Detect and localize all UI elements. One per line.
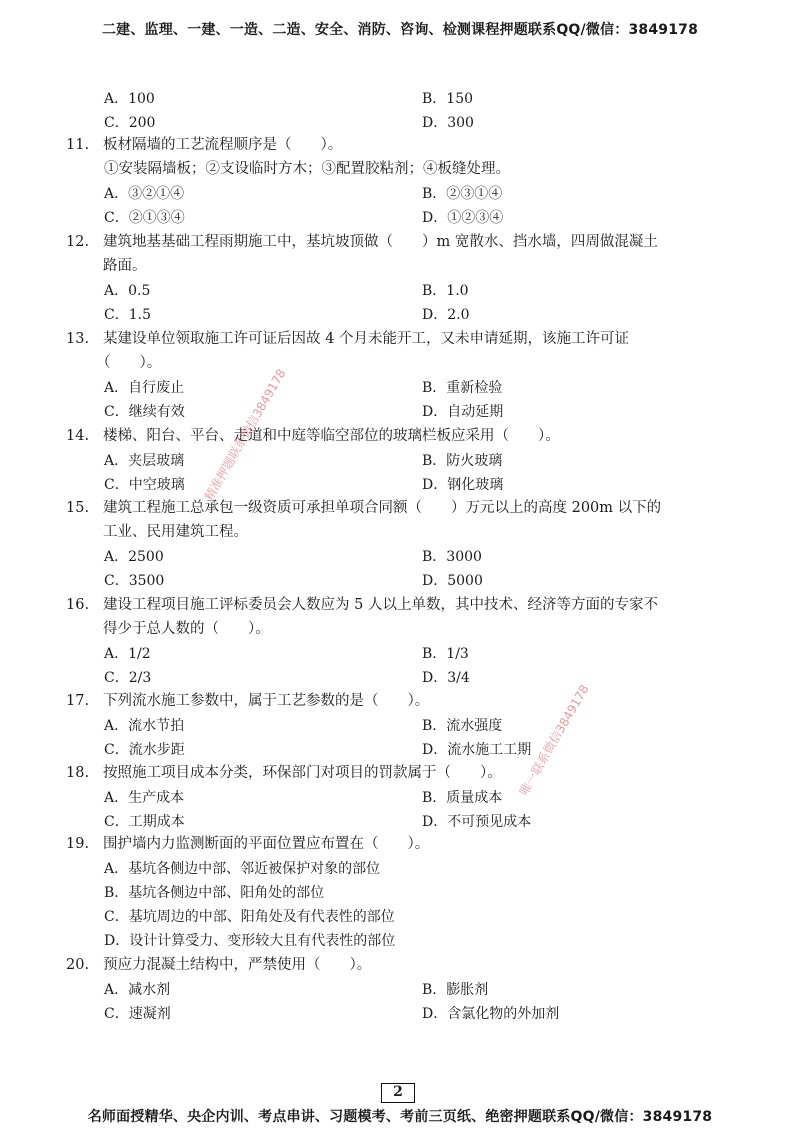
q17-number: 17. — [66, 693, 90, 709]
q20-option-d: D．含氯化物的外加剂 — [422, 1006, 560, 1022]
q10-option-c: C．200 — [104, 115, 156, 131]
q13-number: 13. — [66, 331, 90, 347]
q16-stem-line1: 建设工程项目施工评标委员会人数应为 5 人以上单数，其中技术、经济等方面的专家不 — [103, 597, 658, 613]
q11-number: 11. — [66, 137, 90, 153]
q12-option-c: C．1.5 — [104, 307, 151, 323]
q14-option-a: A．夹层玻璃 — [104, 453, 185, 469]
q14-option-c: C．中空玻璃 — [104, 477, 185, 493]
q17-option-d: D．流水施工工期 — [422, 742, 532, 758]
q20-option-c: C．速凝剂 — [104, 1006, 171, 1022]
q20-option-a: A．减水剂 — [104, 982, 171, 998]
q13-option-c: C．继续有效 — [104, 404, 185, 420]
q17-option-b: B．流水强度 — [422, 718, 503, 734]
q13-option-a: A．自行废止 — [104, 380, 185, 396]
q15-number: 15. — [66, 500, 90, 516]
q13-option-b: B．重新检验 — [422, 380, 503, 396]
q19-stem: 围护墙内力监测断面的平面位置应布置在（ ）。 — [103, 836, 430, 852]
q15-option-a: A．2500 — [104, 549, 164, 565]
q19-option-a: A．基坑各侧边中部、邻近被保护对象的部位 — [104, 861, 381, 877]
q17-option-c: C．流水步距 — [104, 742, 185, 758]
q17-stem: 下列流水施工参数中，属于工艺参数的是（ ）。 — [103, 693, 430, 709]
watermark-stamp: 唯一联系微信3849178 — [516, 682, 592, 798]
q15-stem-line2: 工业、民用建筑工程。 — [103, 524, 248, 540]
q12-stem-line2: 路面。 — [103, 258, 147, 274]
q20-option-b: B．膨胀剂 — [422, 982, 489, 998]
q19-number: 19. — [66, 836, 90, 852]
q11-option-b: B．②③①④ — [422, 186, 503, 202]
q10-option-d: D．300 — [422, 115, 474, 131]
q18-option-d: D．不可预见成本 — [422, 814, 532, 830]
q16-stem-line2: 得少于总人数的（ ）。 — [103, 621, 270, 637]
q11-statement-list: ①安装隔墙板；②支设临时方木；③配置胶粘剂；④板缝处理。 — [104, 161, 510, 177]
q16-option-b: B．1/3 — [422, 646, 469, 662]
q10-option-b: B．150 — [422, 91, 474, 107]
q10-option-a: A．100 — [104, 91, 155, 107]
q15-option-c: C．3500 — [104, 573, 165, 589]
q20-stem: 预应力混凝土结构中，严禁使用（ ）。 — [103, 957, 372, 973]
q16-option-a: A．1/2 — [104, 646, 151, 662]
q13-stem-line1: 某建设单位领取施工许可证后因故 4 个月未能开工，又未申请延期，该施工许可证 — [103, 331, 629, 347]
q11-option-d: D．①②③④ — [422, 210, 504, 226]
q13-stem-line2: （ ）。 — [96, 355, 162, 371]
q14-stem: 楼梯、阳台、平台、走道和中庭等临空部位的玻璃栏板应采用（ ）。 — [103, 428, 560, 444]
q15-option-b: B．3000 — [422, 549, 482, 565]
q18-option-c: C．工期成本 — [104, 814, 185, 830]
q19-option-b: B．基坑各侧边中部、阳角处的部位 — [104, 885, 325, 901]
page-number: 2 — [381, 1083, 415, 1103]
q12-stem-line1: 建筑地基基础工程雨期施工中，基坑坡顶做（ ）m 宽散水、挡水墙，四周做混凝土 — [103, 234, 658, 250]
q18-number: 18. — [66, 765, 90, 781]
page-header-banner: 二建、监理、一建、一造、二造、安全、消防、咨询、检测课程押题联系QQ/微信：3849178 — [101, 22, 699, 38]
q15-stem-line1: 建筑工程施工总承包一级资质可承担单项合同额（ ）万元以上的高度 200m 以下的 — [103, 500, 662, 516]
q18-stem: 按照施工项目成本分类，环保部门对项目的罚款属于（ ）。 — [103, 765, 502, 781]
q12-option-b: B．1.0 — [422, 283, 469, 299]
q15-option-d: D．5000 — [422, 573, 483, 589]
q16-option-c: C．2/3 — [104, 670, 152, 686]
q14-option-d: D．钢化玻璃 — [422, 477, 504, 493]
q18-option-b: B．质量成本 — [422, 790, 503, 806]
q14-number: 14. — [66, 428, 90, 444]
watermark-stamp: 精准押题联系微信3849178 — [201, 366, 289, 503]
q11-stem: 板材隔墙的工艺流程顺序是（ ）。 — [103, 137, 343, 153]
q19-option-c: C．基坑周边的中部、阳角处及有代表性的部位 — [104, 909, 395, 925]
q18-option-a: A．生产成本 — [104, 790, 185, 806]
q11-option-a: A．③②①④ — [104, 186, 185, 202]
q17-option-a: A．流水节拍 — [104, 718, 185, 734]
q13-option-d: D．自动延期 — [422, 404, 504, 420]
q14-option-b: B．防火玻璃 — [422, 453, 503, 469]
q12-option-a: A．0.5 — [104, 283, 151, 299]
q20-number: 20. — [66, 957, 90, 973]
q12-number: 12. — [66, 234, 90, 250]
page-footer-banner: 名师面授精华、央企内训、考点串讲、习题模考、考前三页纸、绝密押题联系QQ/微信：3849178 — [87, 1109, 713, 1125]
q16-number: 16. — [66, 597, 90, 613]
q12-option-d: D．2.0 — [422, 307, 470, 323]
q11-option-c: C．②①③④ — [104, 210, 185, 226]
q19-option-d: D．设计计算受力、变形较大且有代表性的部位 — [104, 933, 396, 949]
q16-option-d: D．3/4 — [422, 670, 470, 686]
